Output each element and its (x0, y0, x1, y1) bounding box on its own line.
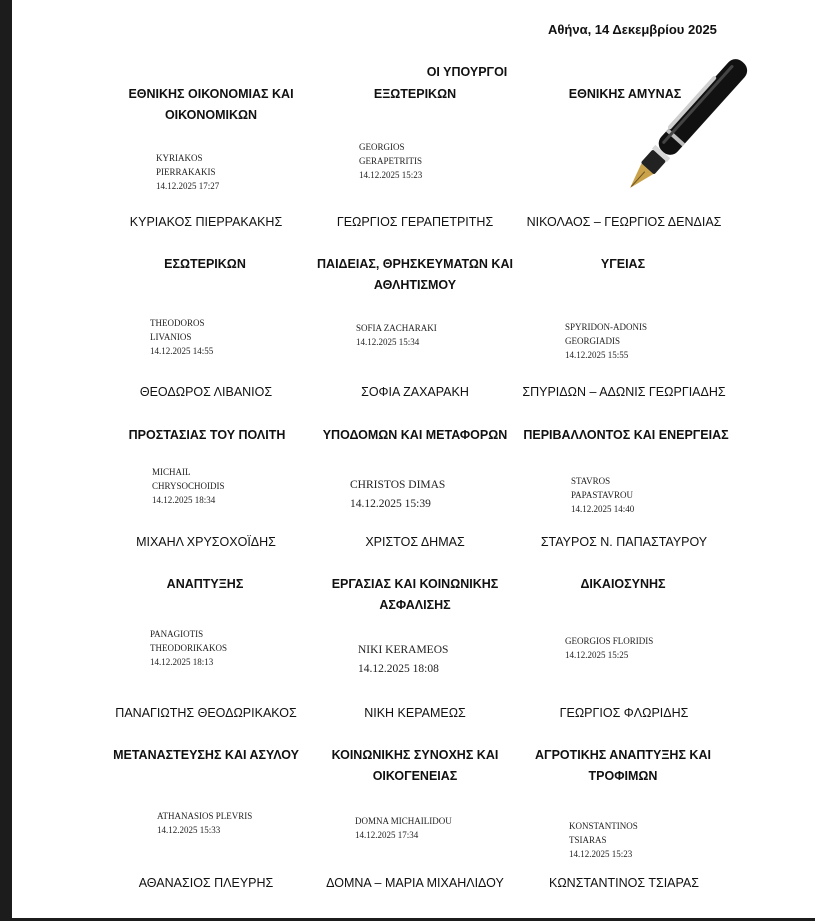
minister-name: ΧΡΙΣΤΟΣ ΔΗΜΑΣ (365, 535, 465, 549)
minister-name: ΝΙΚΟΛΑΟΣ – ΓΕΩΡΓΙΟΣ ΔΕΝΔΙΑΣ (526, 215, 722, 229)
digital-signature (156, 151, 219, 193)
signature-timestamp: 14.12.2025 15:33 (157, 825, 221, 835)
minister-name: ΓΕΩΡΓΙΟΣ ΦΛΩΡΙΔΗΣ (559, 706, 689, 720)
signature-name-line: STAVROS (571, 476, 611, 486)
signature-name-line: DOMNA MICHAILIDOU (355, 816, 452, 826)
signature-name-line: NIKI KERAMEOS (358, 644, 449, 656)
ministry-title: ΔΙΚΑΙΟΣΥΝΗΣ (580, 577, 666, 591)
digital-signature (565, 634, 653, 662)
signature-timestamp: 14.12.2025 15:25 (565, 650, 629, 660)
digital-signature (350, 476, 445, 514)
signature-name-line: PANAGIOTIS (150, 629, 204, 639)
ministry-title: ΕΘΝΙΚΗΣ ΑΜΥΝΑΣ (568, 87, 682, 101)
minister-name: ΘΕΟΔΩΡΟΣ ΛΙΒΑΝΙΟΣ (139, 385, 273, 399)
signature-name-line: GERAPETRITIS (359, 156, 422, 166)
minister-name: ΣΠΥΡΙΔΩΝ – ΑΔΩΝΙΣ ΓΕΩΡΓΙΑΔΗΣ (522, 385, 726, 399)
minister-name: ΓΕΩΡΓΙΟΣ ΓΕΡΑΠΕΤΡΙΤΗΣ (336, 215, 494, 229)
signature-timestamp: 14.12.2025 18:08 (358, 663, 439, 675)
signature-timestamp: 14.12.2025 15:23 (569, 849, 633, 859)
minister-name: ΣΟΦΙΑ ΖΑΧΑΡΑΚΗ (361, 385, 469, 399)
ministry-title: ΠΡΟΣΤΑΣΙΑΣ ΤΟΥ ΠΟΛΙΤΗ (128, 428, 286, 442)
signature-timestamp: 14.12.2025 17:34 (355, 830, 419, 840)
digital-signature (359, 140, 422, 182)
digital-signature (569, 819, 638, 861)
digital-signature (571, 474, 634, 516)
signature-timestamp: 14.12.2025 18:13 (150, 657, 214, 667)
signature-name-line: THEODOROS (150, 318, 205, 328)
ministry-title: ΥΓΕΙΑΣ (600, 257, 646, 271)
minister-name: ΝΙΚΗ ΚΕΡΑΜΕΩΣ (364, 706, 466, 720)
signature-name-line: MICHAIL (152, 467, 191, 477)
minister-name: ΠΑΝΑΓΙΩΤΗΣ ΘΕΟΔΩΡΙΚΑΚΟΣ (115, 706, 297, 720)
ministry-title: ΜΕΤΑΝΑΣΤΕΥΣΗΣ ΚΑΙ ΑΣΥΛΟΥ (113, 748, 299, 762)
signature-name-line: CHRISTOS DIMAS (350, 479, 446, 491)
ministry-title: ΠΕΡΙΒΑΛΛΟΝΤΟΣ ΚΑΙ ΕΝΕΡΓΕΙΑΣ (523, 428, 729, 442)
signature-name-line: CHRYSOCHOIDIS (152, 481, 225, 491)
ministers-heading: ΟΙ ΥΠΟΥΡΓΟΙ (426, 65, 508, 79)
signature-name-line: GEORGIADIS (565, 336, 620, 346)
signature-name-line: TSIARAS (569, 835, 607, 845)
signature-name-line: KONSTANTINOS (569, 821, 638, 831)
digital-signature (150, 627, 227, 669)
ministry-title: ΕΘΝΙΚΗΣ ΟΙΚΟΝΟΜΙΑΣ ΚΑΙ ΟΙΚΟΝΟΜΙΚΩΝ (128, 87, 294, 122)
signature-name-line: ATHANASIOS PLEVRIS (157, 811, 253, 821)
ministry-title: ΚΟΙΝΩΝΙΚΗΣ ΣΥΝΟΧΗΣ ΚΑΙ ΟΙΚΟΓΕΝΕΙΑΣ (331, 748, 499, 783)
signature-name-line: PIERRAKAKIS (156, 167, 216, 177)
signature-name-line: KYRIAKOS (156, 153, 203, 163)
minister-name: ΣΤΑΥΡΟΣ Ν. ΠΑΠΑΣΤΑΥΡΟΥ (540, 535, 708, 549)
signature-name-line: LIVANIOS (150, 332, 192, 342)
digital-signature (358, 641, 448, 679)
signature-name-line: SPYRIDON-ADONIS (565, 322, 648, 332)
ministry-title: ΑΓΡΟΤΙΚΗΣ ΑΝΑΠΤΥΞΗΣ ΚΑΙ ΤΡΟΦΙΜΩΝ (535, 748, 711, 783)
ministry-title: ΥΠΟΔΟΜΩΝ ΚΑΙ ΜΕΤΑΦΟΡΩΝ (322, 428, 508, 442)
ministry-title: ΠΑΙΔΕΙΑΣ, ΘΡΗΣΚΕΥΜΑΤΩΝ ΚΑΙ ΑΘΛΗΤΙΣΜΟΥ (317, 257, 513, 292)
signature-timestamp: 14.12.2025 17:27 (156, 181, 220, 191)
digital-signature (355, 814, 452, 842)
viewer-left-border (0, 0, 12, 921)
signature-name-line: THEODORIKAKOS (150, 643, 227, 653)
signature-timestamp: 14.12.2025 15:23 (359, 170, 423, 180)
signature-name-line: PAPASTAVROU (571, 490, 633, 500)
signature-timestamp: 14.12.2025 14:55 (150, 346, 214, 356)
signature-name-line: SOFIA ZACHARAKI (356, 323, 437, 333)
minister-name: ΚΩΝΣΤΑΝΤΙΝΟΣ ΤΣΙΑΡΑΣ (549, 876, 699, 890)
minister-name: ΑΘΑΝΑΣΙΟΣ ΠΛΕΥΡΗΣ (138, 876, 274, 890)
digital-signature (565, 320, 647, 362)
digital-signature (356, 321, 437, 349)
ministry-title: ΑΝΑΠΤΥΞΗΣ (166, 577, 244, 591)
signature-name-line: GEORGIOS FLORIDIS (565, 636, 654, 646)
fountain-pen-icon (620, 38, 790, 198)
ministry-title: ΕΞΩΤΕΡΙΚΩΝ (373, 87, 457, 101)
ministry-title: ΕΣΩΤΕΡΙΚΩΝ (164, 257, 246, 271)
document-date: Αθήνα, 14 Δεκεμβρίου 2025 (548, 22, 717, 37)
signature-timestamp: 14.12.2025 14:40 (571, 504, 635, 514)
ministry-title: ΕΡΓΑΣΙΑΣ ΚΑΙ ΚΟΙΝΩΝΙΚΗΣ ΑΣΦΑΛΙΣΗΣ (331, 577, 499, 612)
digital-signature (157, 809, 252, 837)
signature-name-line: GEORGIOS (359, 142, 405, 152)
minister-name: ΜΙΧΑΗΛ ΧΡΥΣΟΧΟΪΔΗΣ (136, 535, 276, 549)
signature-timestamp: 14.12.2025 15:39 (350, 498, 431, 510)
minister-name: ΚΥΡΙΑΚΟΣ ΠΙΕΡΡΑΚΑΚΗΣ (129, 215, 283, 229)
digital-signature (152, 465, 225, 507)
digital-signature (150, 316, 213, 358)
minister-name: ΔΟΜΝΑ – ΜΑΡΙΑ ΜΙΧΑΗΛΙΔΟΥ (326, 876, 504, 890)
signature-timestamp: 14.12.2025 15:34 (356, 337, 420, 347)
signature-timestamp: 14.12.2025 18:34 (152, 495, 216, 505)
signature-timestamp: 14.12.2025 15:55 (565, 350, 629, 360)
